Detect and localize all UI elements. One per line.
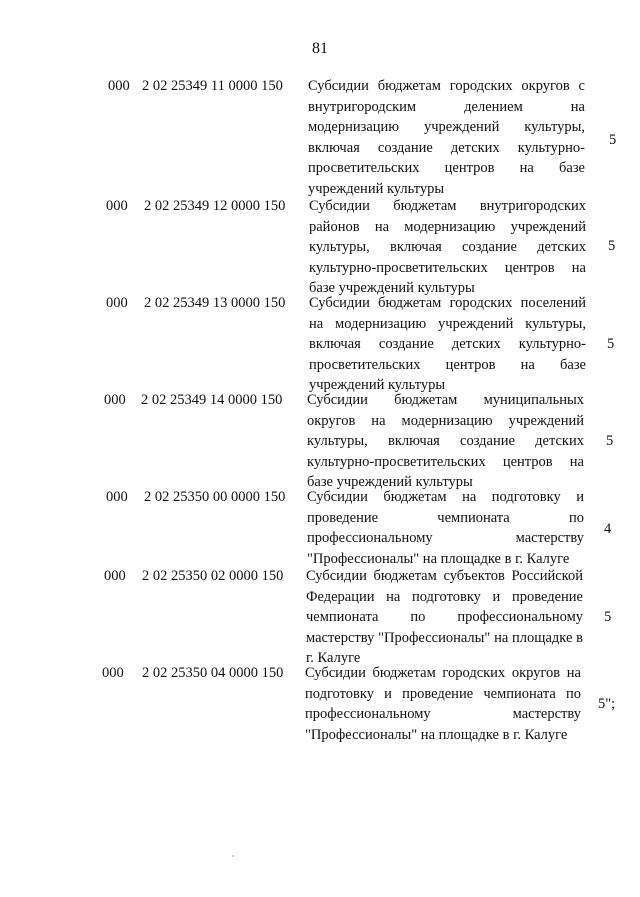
income-name: Субсидии бюджетам городских поселений на модернизацию учреждений культуры, включая создание детских культурно-просветительских центров на базе учреждений культуры: [309, 295, 586, 393]
value-cell: 5: [607, 336, 615, 352]
admin-code: 000: [102, 665, 124, 681]
admin-code: 000: [106, 295, 128, 311]
admin-code: 000: [108, 78, 130, 94]
value-cell: 5: [606, 433, 614, 449]
income-name: Субсидии бюджетам городских округов на подготовку и проведение чемпионата по профессиональному мастерству "Профессионалы" на площадке в г. Калуге: [305, 665, 581, 743]
income-name: Субсидии бюджетам на подготовку и проведение чемпионата по профессиональному мастерству "Профессионалы" на площадке в г. Калуге: [307, 489, 584, 567]
value-cell: 5";: [598, 696, 616, 712]
income-name: Субсидии бюджетам городских округов с внутригородским делением на модернизацию учреждений культуры, включая создание детских культурно-просветительских центров на базе учреждений культуры: [308, 78, 585, 197]
income-name: Субсидии бюджетам муниципальных округов на модернизацию учреждений культуры, включая создание детских культурно-просветительских центров на базе учреждений культуры: [307, 392, 584, 490]
budget-code: 2 02 25349 12 0000 150: [144, 198, 286, 214]
page-number: 81: [312, 40, 328, 57]
budget-code: 2 02 25350 00 0000 150: [144, 489, 286, 505]
value-cell: 5: [609, 132, 617, 148]
admin-code: 000: [106, 198, 128, 214]
value-cell: 4: [604, 521, 612, 537]
admin-code: 000: [104, 392, 126, 408]
income-name: Субсидии бюджетам субъектов Российской Федерации на подготовку и проведение чемпионата по профессиональному мастерству "Профессионалы" на площадке в г. Калуге: [306, 568, 583, 666]
value-cell: 5: [604, 609, 612, 625]
admin-code: 000: [104, 568, 126, 584]
value-cell: 5: [608, 238, 616, 254]
income-name: Субсидии бюджетам внутригородских районов на модернизацию учреждений культуры, включая создание детских культурно-просветительских центров на базе учреждений культуры: [309, 198, 586, 296]
budget-code: 2 02 25349 13 0000 150: [144, 295, 286, 311]
admin-code: 000: [106, 489, 128, 505]
budget-code: 2 02 25350 02 0000 150: [142, 568, 284, 584]
scan-speck: [232, 855, 234, 857]
budget-code: 2 02 25349 14 0000 150: [141, 392, 283, 408]
budget-code: 2 02 25349 11 0000 150: [142, 78, 283, 94]
budget-code: 2 02 25350 04 0000 150: [142, 665, 284, 681]
